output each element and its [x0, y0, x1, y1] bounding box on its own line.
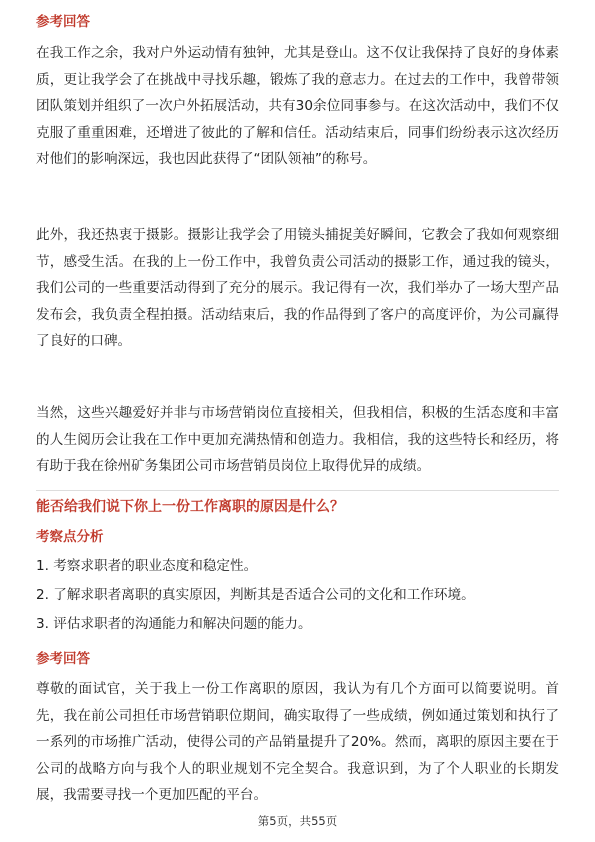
answer-heading: 参考回答 [36, 651, 90, 667]
analysis-item: 1. 考察求职者的职业态度和稳定性。 [36, 558, 258, 574]
analysis-heading: 考察点分析 [36, 529, 104, 545]
section-divider [36, 490, 559, 491]
answer-paragraph: 在我工作之余，我对户外运动情有独钟，尤其是登山。这不仅让我保持了良好的身体素质，更让我学会了在挑战中寻找乐趣，锻炼了我的意志力。在过去的工作中，我曾带领团队策划并组织了一次户外拓展活动，共有30余位同事参与。在这次活动中，我们不仅克服了重重困难，还增进了彼此的了解和信任。活动结束后，同事们纷纷表示这次经历对他们的影响深远，我也因此获得了“团队领袖”的称号。 [36, 45, 559, 168]
page-number: 第5页，共55页 [257, 814, 338, 828]
answer-heading: 参考回答 [36, 14, 90, 30]
analysis-item: 3. 评估求职者的沟通能力和解决问题的能力。 [36, 616, 312, 632]
question-title: 能否给我们说下你上一份工作离职的原因是什么？ [36, 499, 344, 515]
answer-paragraph: 尊敬的面试官，关于我上一份工作离职的原因，我认为有几个方面可以简要说明。首先，我在前公司担任市场营销职位期间，确实取得了一些成绩，例如通过策划和执行了一系列的市场推广活动，使得公司的产品销量提升了20%。然而，离职的原因主要在于公司的战略方向与我个人的职业规划不完全契合。我意识到，为了个人职业的长期发展，我需要寻找一个更加匹配的平台。 [36, 681, 559, 804]
analysis-item: 2. 了解求职者离职的真实原因，判断其是否适合公司的文化和工作环境。 [36, 587, 475, 603]
answer-paragraph: 当然，这些兴趣爱好并非与市场营销岗位直接相关，但我相信，积极的生活态度和丰富的人生阅历会让我在工作中更加充满热情和创造力。我相信，我的这些特长和经历，将有助于我在徐州矿务集团公司市场营销员岗位上取得优异的成绩。 [36, 405, 559, 475]
answer-paragraph: 此外，我还热衷于摄影。摄影让我学会了用镜头捕捉美好瞬间，它教会了我如何观察细节，感受生活。在我的上一份工作中，我曾负责公司活动的摄影工作，通过我的镜头，我们公司的一些重要活动得到了充分的展示。我记得有一次，我们举办了一场大型产品发布会，我负责全程拍摄。活动结束后，我的作品得到了客户的高度评价，为公司赢得了良好的口碑。 [36, 227, 559, 350]
